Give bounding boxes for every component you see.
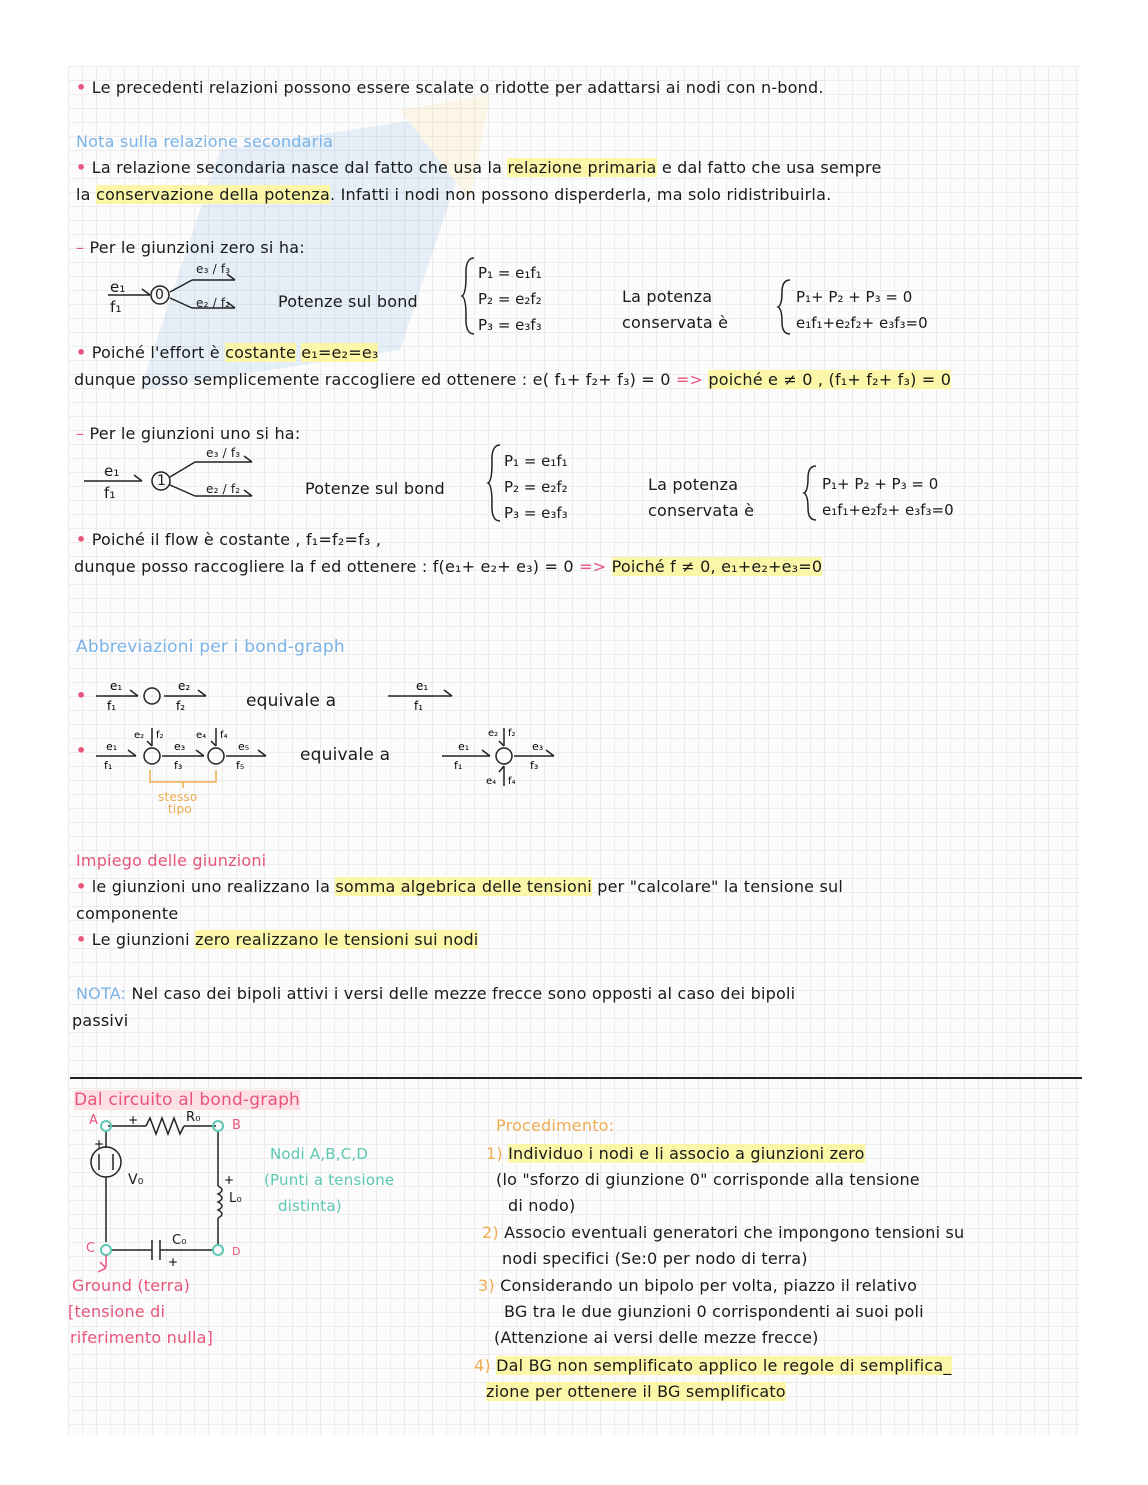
- impiego-bullet2: • Le giunzioni zero realizzano le tensioni sui nodi: [76, 930, 479, 949]
- section-divider: [70, 1077, 1082, 1079]
- nota-secondaria-line1: • La relazione secondaria nasce dal fatto che usa la relazione primaria e dal fatto che usa sempre: [76, 158, 882, 177]
- step4-cont: zione per ottenere il BG semplificato: [486, 1382, 786, 1401]
- zero-cons-label1: La potenza: [622, 287, 713, 306]
- svg-text:f₁: f₁: [454, 759, 463, 772]
- circuito-title: Dal circuito al bond-graph: [74, 1090, 301, 1110]
- zero-out-top: e₃ / f₃: [196, 262, 231, 276]
- zero-out-bot: e₂ / f₂: [196, 296, 231, 310]
- nodi-line1: Nodi A,B,C,D: [270, 1145, 369, 1163]
- svg-text:e₂: e₂: [488, 728, 499, 739]
- svg-text:e₁: e₁: [458, 740, 470, 753]
- node-c-label: C: [86, 1241, 96, 1256]
- zero-poiche: • Poiché l'effort è costante e₁=e₂=e₃: [76, 343, 379, 362]
- zero-in-e: e₁: [110, 278, 126, 296]
- one-in-e: e₁: [104, 462, 120, 480]
- one-p3: P₃ = e₃f₃: [504, 504, 568, 522]
- step2: 2) Associo eventuali generatori che impongono tensioni su: [482, 1223, 965, 1242]
- ground-line2: [tensione di: [68, 1302, 166, 1321]
- impiego-bullet1-cont: componente: [76, 904, 179, 923]
- svg-text:f₁: f₁: [414, 699, 424, 713]
- svg-text:e₁: e₁: [110, 679, 123, 693]
- nodi-line2: (Punti a tensione: [264, 1171, 395, 1189]
- svg-text:e₂: e₂: [134, 730, 145, 741]
- nota-line2: passivi: [72, 1011, 129, 1030]
- zero-cons2: e₁f₁+e₂f₂+ e₃f₃=0: [796, 314, 928, 332]
- step1: 1) Individuo i nodi e li associo a giunzioni zero: [486, 1144, 865, 1163]
- svg-text:e₅: e₅: [238, 740, 250, 753]
- intro-line: • Le precedenti relazioni possono essere scalate o ridotte per adattarsi ai nodi con n-bond.: [76, 78, 824, 97]
- svg-text:f₂: f₂: [508, 728, 516, 739]
- one-in-f: f₁: [104, 484, 116, 502]
- one-cons2: e₁f₁+e₂f₂+ e₃f₃=0: [822, 501, 954, 519]
- svg-text:e₃: e₃: [174, 740, 186, 753]
- svg-text:+: +: [128, 1113, 139, 1127]
- zero-dunque: dunque posso semplicemente raccogliere ed ottenere : e( f₁+ f₂+ f₃) = 0 => poiché e ≠ 0 , (f₁+ f₂+ f₃) = 0: [74, 370, 952, 389]
- zero-p1: P₁ = e₁f₁: [478, 264, 542, 282]
- one-p1: P₁ = e₁f₁: [504, 452, 568, 470]
- nodi-line3: distinta): [278, 1197, 342, 1215]
- svg-text:f₅: f₅: [236, 759, 245, 772]
- l0-label: L₀: [229, 1191, 242, 1206]
- node-b-label: B: [232, 1118, 242, 1133]
- c0-label: C₀: [172, 1233, 187, 1248]
- abbr-equivale-1: equivale a: [246, 691, 337, 711]
- step1-cont: (lo "sforzo di giunzione 0" corrisponde alla tensione: [496, 1170, 920, 1189]
- one-cons-label2: conservata è: [648, 501, 755, 520]
- v0-label: V₀: [128, 1172, 144, 1188]
- one-brace-right: [804, 464, 818, 522]
- zero-in-f: f₁: [110, 298, 122, 316]
- r0-label: R₀: [186, 1110, 201, 1125]
- nota-secondaria-title: Nota sulla relazione secondaria: [76, 132, 334, 151]
- zero-p3: P₃ = e₃f₃: [478, 316, 542, 334]
- svg-text:+: +: [168, 1255, 179, 1269]
- abbr-bullet-1: •: [76, 686, 87, 705]
- svg-text:e₄: e₄: [486, 776, 497, 787]
- step3-cont2: (Attenzione ai versi delle mezze frecce): [494, 1328, 819, 1347]
- svg-text:e₄: e₄: [196, 730, 207, 741]
- zero-node: 0: [155, 287, 165, 303]
- svg-text:f₂: f₂: [176, 699, 186, 713]
- abbr-tipo: tipo: [168, 802, 192, 816]
- svg-text:f₄: f₄: [220, 730, 228, 741]
- svg-text:e₂: e₂: [178, 679, 191, 693]
- one-cons-label1: La potenza: [648, 475, 739, 494]
- ground-line1: Ground (terra): [72, 1276, 191, 1295]
- one-junction-intro: – Per le giunzioni uno si ha:: [76, 424, 301, 443]
- impiego-title: Impiego delle giunzioni: [76, 851, 267, 870]
- abbr-bullet-2: •: [76, 741, 87, 760]
- one-out-bot: e₂ / f₂: [206, 482, 241, 496]
- abbr-equivale-2: equivale a: [300, 745, 391, 765]
- step3-cont: BG tra le due giunzioni 0 corrispondenti ai suoi poli: [504, 1302, 924, 1321]
- svg-text:e₁: e₁: [106, 740, 118, 753]
- one-p2: P₂ = e₂f₂: [504, 478, 568, 496]
- zero-potenze-label: Potenze sul bond: [278, 292, 418, 311]
- one-node: 1: [157, 473, 167, 489]
- step1-cont2: di nodo): [508, 1196, 576, 1215]
- node-d-label: D: [232, 1245, 241, 1258]
- svg-text:f₁: f₁: [104, 759, 113, 772]
- svg-text:f₃: f₃: [530, 759, 539, 772]
- svg-text:f₃: f₃: [174, 759, 183, 772]
- one-brace-left: [488, 443, 502, 523]
- node-a-label: A: [89, 1113, 99, 1128]
- impiego-bullet1: • le giunzioni uno realizzano la somma algebrica delle tensioni per "calcolare" la tensione sul: [76, 877, 844, 896]
- svg-text:e₃: e₃: [532, 740, 544, 753]
- zero-cons1: P₁+ P₂ + P₃ = 0: [796, 288, 913, 306]
- step3: 3) Considerando un bipolo per volta, piazzo il relativo: [478, 1276, 918, 1295]
- step2-cont: nodi specifici (Se:0 per nodo di terra): [502, 1249, 808, 1268]
- svg-text:+: +: [94, 1137, 105, 1151]
- zero-brace-left: [462, 256, 476, 336]
- abbreviazioni-title: Abbreviazioni per i bond-graph: [76, 637, 345, 657]
- zero-brace-right: [778, 278, 792, 336]
- svg-text:+: +: [224, 1173, 235, 1187]
- nota-line1: NOTA: Nel caso dei bipoli attivi i versi delle mezze frecce sono opposti al caso dei bipoli: [76, 984, 796, 1003]
- nota-secondaria-line2: la conservazione della potenza. Infatti i nodi non possono disperderla, ma solo ridistribuirla.: [76, 185, 832, 204]
- one-poiche: • Poiché il flow è costante , f₁=f₂=f₃ ,: [76, 530, 382, 549]
- ground-line3: riferimento nulla]: [70, 1328, 214, 1347]
- abbr-stesso: stesso: [158, 790, 198, 804]
- one-cons1: P₁+ P₂ + P₃ = 0: [822, 475, 939, 493]
- one-potenze-label: Potenze sul bond: [305, 479, 445, 498]
- zero-p2: P₂ = e₂f₂: [478, 290, 542, 308]
- zero-junction-intro: – Per le giunzioni zero si ha:: [76, 238, 305, 257]
- svg-text:e₁: e₁: [416, 679, 429, 693]
- svg-text:f₄: f₄: [508, 776, 516, 787]
- svg-text:f₁: f₁: [107, 699, 117, 713]
- procedimento-title: Procedimento:: [496, 1116, 615, 1135]
- one-dunque: dunque posso raccogliere la f ed ottenere : f(e₁+ e₂+ e₃) = 0 => Poiché f ≠ 0, e₁+e₂+e₃=0: [74, 557, 823, 576]
- step4: 4) Dal BG non semplificato applico le regole di semplifica_: [474, 1356, 952, 1375]
- one-out-top: e₃ / f₃: [206, 446, 241, 460]
- zero-cons-label2: conservata è: [622, 313, 729, 332]
- svg-text:f₂: f₂: [156, 730, 164, 741]
